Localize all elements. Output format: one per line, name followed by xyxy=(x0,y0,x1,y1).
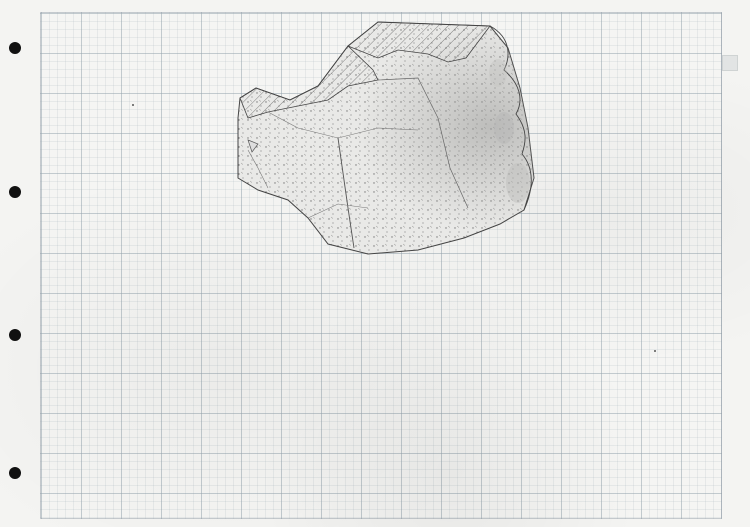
paper-speck xyxy=(132,104,134,106)
corner-stamp xyxy=(722,55,738,71)
punch-hole xyxy=(9,329,21,341)
punch-hole xyxy=(9,467,21,479)
paper-speck xyxy=(654,350,656,352)
punch-hole xyxy=(9,42,21,54)
punch-hole xyxy=(9,186,21,198)
artifact-drawing xyxy=(228,18,540,258)
